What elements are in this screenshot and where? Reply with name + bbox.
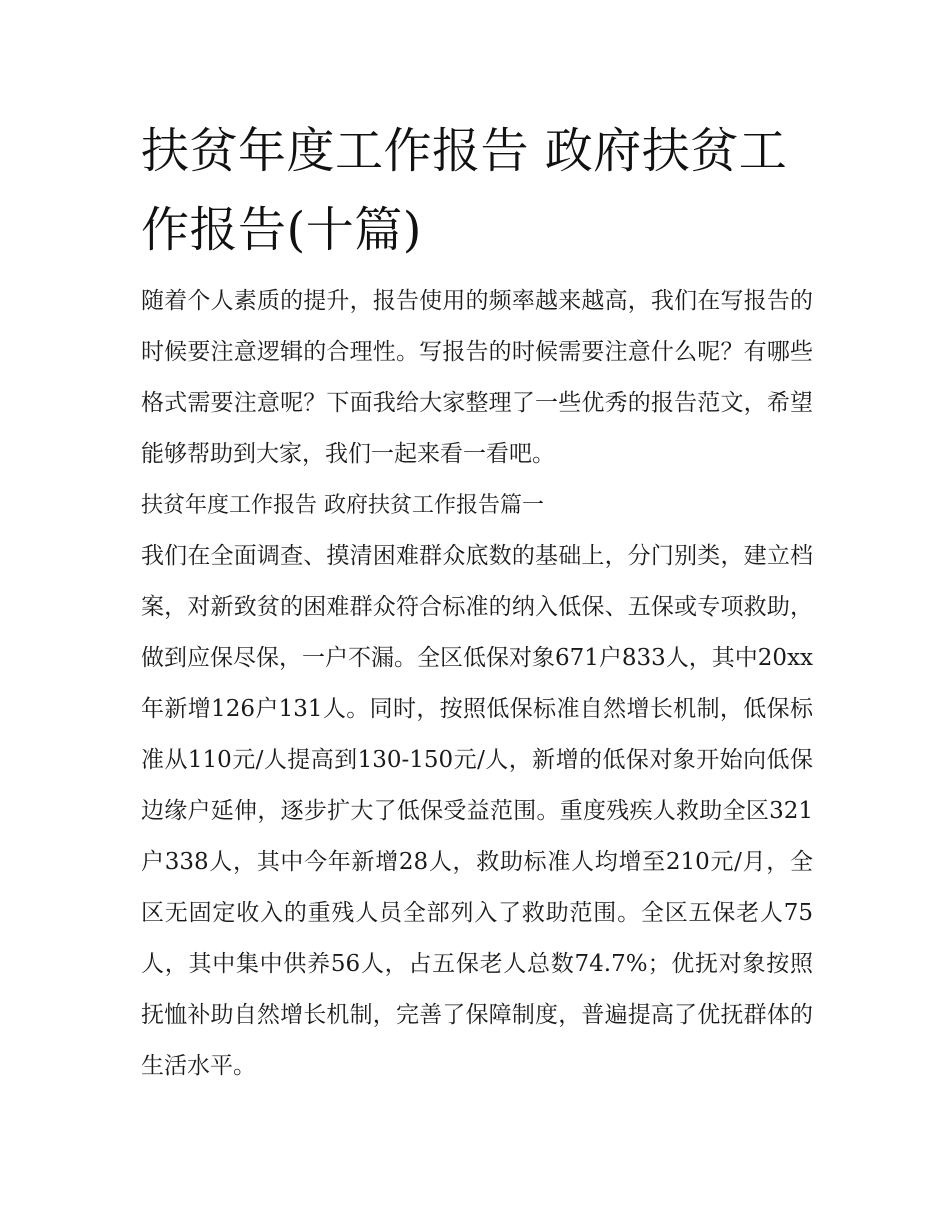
document-content [141, 112, 813, 1092]
document-title: 扶贫年度工作报告 政府扶贫工作报告(十篇) [141, 123, 788, 258]
body-paragraph: 我们在全面调查、摸清困难群众底数的基础上，分门别类，建立档案，对新致贫的困难群众符合标准的纳入低保、五保或专项救助，做到应保尽保，一户不漏。全区低保对象671户833人，其中20xx年新增126户131人。同时，按照低保标准自然增长机制，低保标准从110元/人提高到130-150元/人，新增的低保对象开始向低保边缘户延伸，逐步扩大了低保受益范围。重度残疾人救助全区321户338人，其中今年新增28人，救助标准人均增至210元/月，全区无固定收入的重残人员全部列入了救助范围。全区五保老人75人，其中集中供养56人，占五保老人总数74.7%；优抚对象按照抚恤补助自然增长机制，完善了保障制度，普遍提高了优抚群体的生活水平。 [141, 543, 814, 1079]
section-heading: 扶贫年度工作报告 政府扶贫工作报告篇一 [141, 493, 544, 518]
intro-paragraph: 随着个人素质的提升，报告使用的频率越来越高，我们在写报告的时候要注意逻辑的合理性。写报告的时候需要注意什么呢？有哪些格式需要注意呢？下面我给大家整理了一些优秀的报告范文，希望能够帮助到大家，我们一起来看一看吧。 [141, 288, 813, 467]
